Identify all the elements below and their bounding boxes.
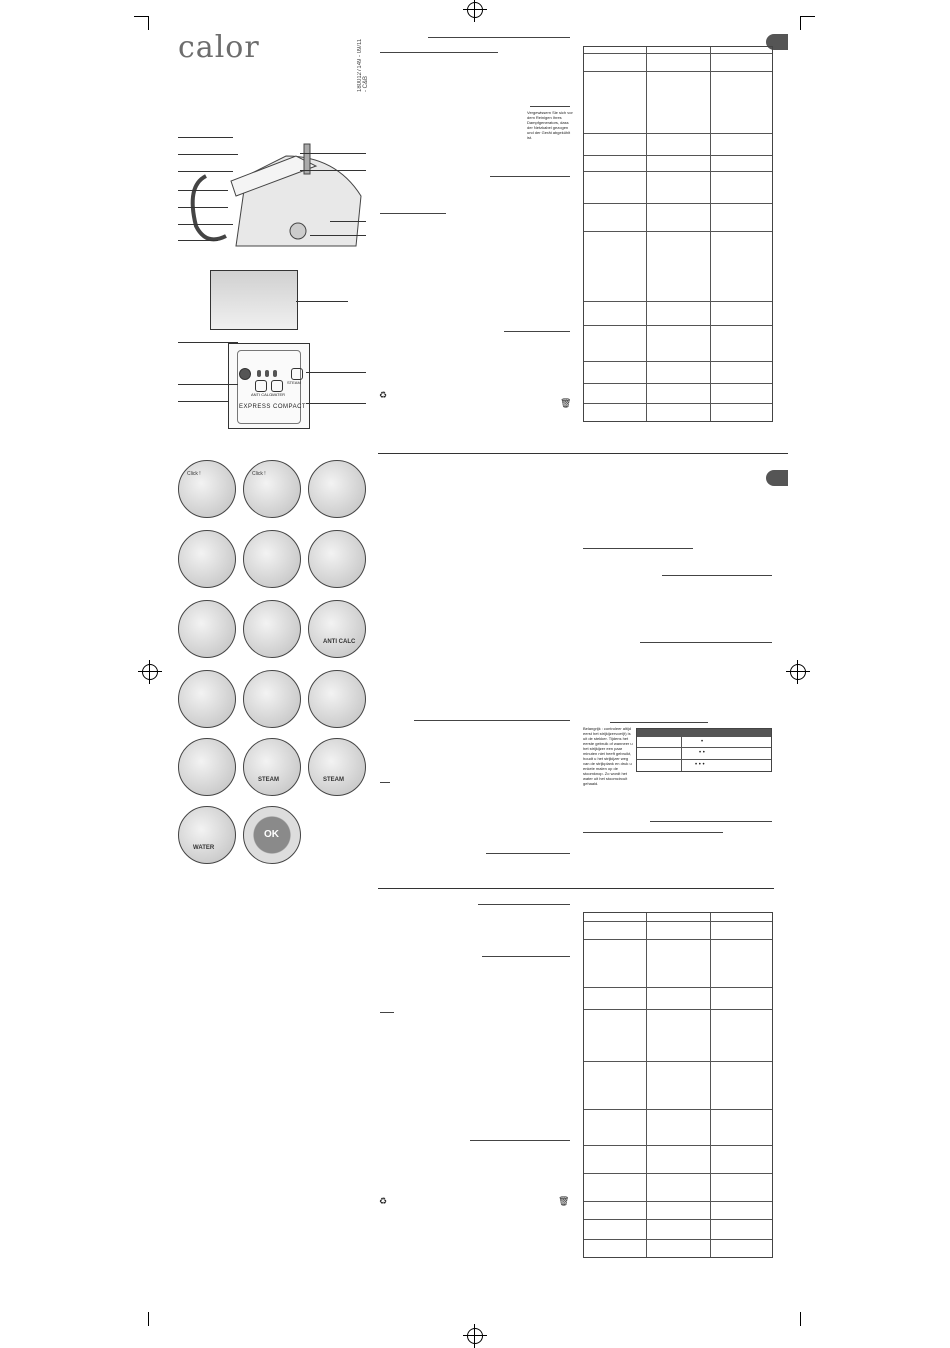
heading-rule <box>380 1012 394 1013</box>
heading-rule <box>662 575 772 576</box>
label-line <box>178 154 238 155</box>
section-divider <box>378 888 774 889</box>
step-illustration <box>178 600 236 658</box>
step-illustration <box>243 460 301 518</box>
registration-mark <box>467 1328 483 1344</box>
registration-mark <box>142 664 158 680</box>
crop-mark <box>800 16 801 30</box>
label-line <box>300 170 366 171</box>
heading-rule <box>380 52 498 53</box>
product-code: 1800127149 - 09/11 - C&B <box>357 38 369 92</box>
anticale-button <box>255 380 267 392</box>
bin-crossed-icon: 🗑 <box>560 398 572 408</box>
step-illustration <box>308 460 366 518</box>
step-illustration <box>308 670 366 728</box>
label-line <box>330 221 366 222</box>
heading-rule <box>640 642 772 643</box>
label-line <box>306 403 366 404</box>
label-line <box>306 372 366 373</box>
de-note: Vergewissern Sie sich vor dem Reinigen Ihres Dampfgenerators, dass der Netzkabel gezogen und der Gerät abgekühlt ist. <box>527 110 573 140</box>
indicator-light <box>257 370 261 377</box>
control-panel <box>228 343 310 429</box>
click-text: Click ! <box>187 471 201 477</box>
indicator-light <box>273 370 277 377</box>
registration-mark <box>467 2 483 18</box>
heading-rule <box>414 720 570 721</box>
heading-rule <box>478 904 570 905</box>
heading-rule <box>380 213 446 214</box>
crop-mark <box>800 1312 801 1326</box>
steam-button <box>291 368 303 380</box>
label-line <box>178 190 228 191</box>
heading-rule <box>490 176 570 177</box>
crop-mark <box>134 16 148 17</box>
step-illustration <box>308 600 366 658</box>
indicator-light <box>265 370 269 377</box>
steam-label: STEAM <box>287 380 301 385</box>
language-tab <box>766 470 788 486</box>
label-line <box>178 401 228 402</box>
label-line <box>178 342 238 343</box>
label-line <box>296 301 348 302</box>
recycle-icon: ♻ <box>379 390 388 400</box>
label-line <box>310 235 366 236</box>
label-line <box>178 240 218 241</box>
label-line <box>178 171 233 172</box>
model-name: EXPRESS COMPACT <box>239 404 307 410</box>
step-illustration <box>178 460 236 518</box>
section-divider <box>378 453 788 454</box>
heading-rule <box>504 331 570 332</box>
label-line <box>178 384 238 385</box>
heading-rule <box>583 548 693 549</box>
heading-rule <box>482 956 570 957</box>
step-illustration <box>243 530 301 588</box>
heading-rule <box>583 832 723 833</box>
label-line <box>178 207 228 208</box>
nl-note: Belangrijk : controleer altijd eerst het strijkijzervoet(t) is uit de stekker. Tijdens het eerste gebruik of wanneer u het strijkijzer een paar minuten niet heeft gebruikt, houdt u het strijkijzer weg van de strijkplank en druk u enkele malen op de stoomknop. Zo wordt het water uit het stoomcircuit gehaald. <box>583 726 633 786</box>
temp-dot-2: • • <box>699 750 705 756</box>
troubleshooting-table <box>583 912 773 1258</box>
step-illustration <box>243 670 301 728</box>
registration-mark <box>790 664 806 680</box>
power-button <box>239 368 251 380</box>
click-text: Click ! <box>252 471 266 477</box>
heading-rule <box>380 782 390 783</box>
bin-crossed-icon: 🗑 <box>558 1196 570 1206</box>
temperature-table <box>636 728 772 772</box>
step-illustration <box>243 806 301 864</box>
heading-rule <box>610 722 708 723</box>
ok-label: OK <box>264 829 279 840</box>
step-illustration <box>308 530 366 588</box>
crop-mark <box>148 1312 149 1326</box>
label-line <box>178 224 233 225</box>
step-illustration <box>308 738 366 796</box>
step-illustration <box>178 738 236 796</box>
heading-rule <box>428 37 570 38</box>
step-illustration <box>178 670 236 728</box>
detail-inset <box>210 270 298 330</box>
label-line <box>300 153 366 154</box>
temp-dot-1: • <box>701 739 704 745</box>
heading-rule <box>486 853 570 854</box>
step-illustration <box>243 600 301 658</box>
brand-logo: calor <box>178 30 260 65</box>
crop-mark <box>148 16 149 30</box>
water-label: WATER <box>271 392 285 397</box>
step-illustration <box>178 530 236 588</box>
heading-rule <box>470 1140 570 1141</box>
crop-mark <box>801 16 815 17</box>
heading-rule <box>650 821 772 822</box>
temp-dot-3: • • • <box>695 762 705 768</box>
water-label: WATER <box>193 845 215 851</box>
heading-rule <box>530 106 570 107</box>
step-illustration <box>178 806 236 864</box>
step-illustration <box>243 738 301 796</box>
anticale-label: ANTI CALC <box>323 639 356 645</box>
steam-label: STEAM <box>258 777 279 783</box>
recycle-icon: ♻ <box>379 1196 388 1206</box>
steam-label: STEAM <box>323 777 344 783</box>
anticale-label: ANTI CALC <box>251 392 272 397</box>
water-button <box>271 380 283 392</box>
label-line <box>178 137 233 138</box>
troubleshooting-table <box>583 46 773 422</box>
